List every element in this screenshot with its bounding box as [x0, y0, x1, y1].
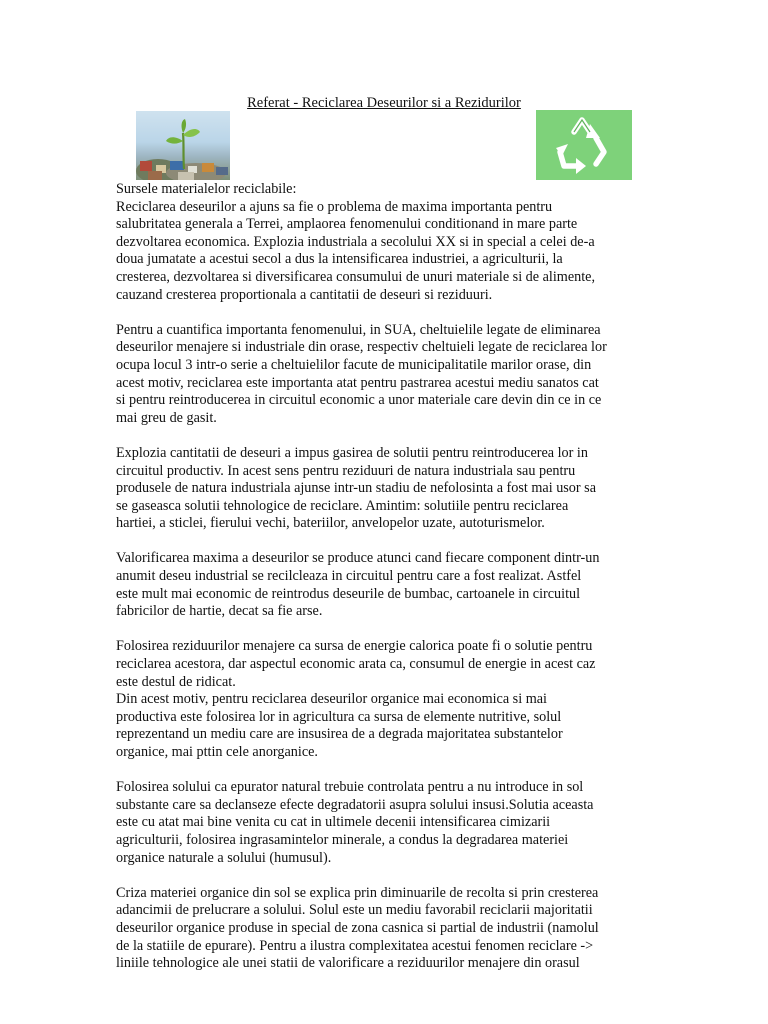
line: anumit deseu industrial se recilcleaza in circuitul pentru care a fost realizat. Astfel — [116, 568, 582, 585]
line: doua jumatate a acestui secol a dus la intensificarea industriei, a agriculturii, la — [116, 251, 563, 268]
line: Din acest motiv, pentru reciclarea deseurilor organice mai economica si mai — [116, 691, 547, 708]
line: Explozia cantitatii de deseuri a impus gasirea de solutii pentru reintroducerea lor in — [116, 444, 588, 461]
paragraph-valorification — [116, 550, 661, 620]
line: hartiei, a sticlei, fierului vechi, bateriilor, anvelopelor uzate, autoturismelor. — [116, 515, 545, 532]
paragraph-crisis — [116, 885, 661, 973]
paragraph-usa — [116, 322, 661, 428]
line: fabricilor de hartie, decat sa fie arse. — [116, 603, 323, 620]
line: salubritatea generala a Terrei, amplaorea fenomenului conditionand in mare parte — [116, 216, 578, 233]
line: si pentru reintroducerea in circuitul economic a unor materiale care devin din ce in ce — [116, 392, 602, 409]
document-body — [116, 181, 661, 973]
line: este destul de ridicat. — [116, 673, 236, 690]
recycling-arrows — [536, 110, 632, 180]
line: este cu atat mai bine venita cu cat in ultimele decenii intensificarea cimizarii — [116, 814, 551, 831]
line: organice naturale a solului (humusul). — [116, 849, 332, 866]
line: Sursele materialelor reciclabile: — [116, 181, 297, 197]
line: ocupa locul 3 intr-o serie a cheltuielilor facute de municipalitatile marilor orase, din — [116, 356, 592, 373]
plant-sprouting-from-waste-icon — [136, 111, 230, 180]
line: liniile tehnologice ale unei statii de valorificare a reziduurilor menajere din orasul — [116, 955, 580, 972]
line: productiva este folosirea lor in agricultura ca sursa de elemente nutritive, solul — [116, 708, 562, 725]
line: se gaseasca solutii tehnologice de reciclare. Amintim: solutiile pentru reciclarea — [116, 497, 569, 514]
line: dezvoltarea economica. Explozia industriala a secolului XX si in special a celei de-a — [116, 233, 595, 250]
line: deseurilor organice produse in special de zona casnica si partial de industrii (namolul — [116, 919, 599, 936]
plant-waste-illustration — [136, 111, 230, 180]
paragraph-energy — [116, 638, 661, 761]
line: Folosirea solului ca epurator natural trebuie controlata pentru a nu introduce in sol — [116, 779, 584, 796]
line: acest motiv, reciclarea este importanta atat pentru pastrarea acestui mediu sanatos cat — [116, 374, 599, 391]
paragraph-explosion — [116, 445, 661, 533]
line: Folosirea reziduurilor menajere ca sursa de energie calorica poate fi o solutie pentru — [116, 638, 593, 655]
line: agriculturii, folosirea ingrasamintelor minerale, a condus la degradarea materiei — [116, 831, 569, 848]
line: de la statiile de epurare). Pentru a ilustra complexitatea acestui fenomen reciclare -> — [116, 937, 594, 954]
line: organice, mai pttin cele anorganice. — [116, 744, 318, 760]
paragraph-soil — [116, 779, 661, 867]
line: substante care sa declanseze efecte degradatorii asupra solului insusi.Solutia aceasta — [116, 796, 594, 813]
line: Reciclarea deseurilor a ajuns sa fie o problema de maxima importanta pentru — [116, 198, 553, 215]
line: mai greu de gasit. — [116, 409, 217, 426]
line: este mult mai economic de reintrodus deseurile de bumbac, cartoanele in circuitul — [116, 585, 581, 602]
line: reprezentand un mediu care are insusirea de a degrada majoritatea substantelor — [116, 726, 563, 743]
paragraph-sources — [116, 181, 661, 304]
line: produsele de natura industriala ajunse intr-un stadiu de nefolosinta a fost mai usor sa — [116, 480, 596, 497]
line: deseurilor menajere si industriale din orase, respectiv cheltuieli legate de reciclarea lor — [116, 339, 607, 356]
line: Criza materiei organice din sol se explica prin diminuarile de recolta si prin cresterea — [116, 884, 599, 901]
document-title: Referat - Reciclarea Deseurilor si a Rezidurilor — [247, 95, 521, 111]
line: adancimii de prelucrare a solului. Solul este un mediu favorabil reciclarii majoritatii — [116, 902, 593, 919]
line: Pentru a cuantifica importanta fenomenului, in SUA, cheltuielile legate de eliminarea — [116, 321, 601, 338]
recycling-symbol-icon — [536, 110, 632, 180]
line: Valorificarea maxima a deseurilor se produce atunci cand fiecare component dintr-un — [116, 550, 600, 567]
line: circuitul productiv. In acest sens pentru reziduuri de natura industriala sau pentru — [116, 462, 576, 479]
line: cresterea, dezvoltarea si diversificarea consumului de unuri materiale si de alimente, — [116, 268, 596, 285]
line: reciclarea acestora, dar aspectul economic arata ca, consumul de energie in acest caz — [116, 656, 596, 673]
line: cauzand cresterea proportionala a cantitatii de deseuri si reziduuri. — [116, 286, 493, 303]
